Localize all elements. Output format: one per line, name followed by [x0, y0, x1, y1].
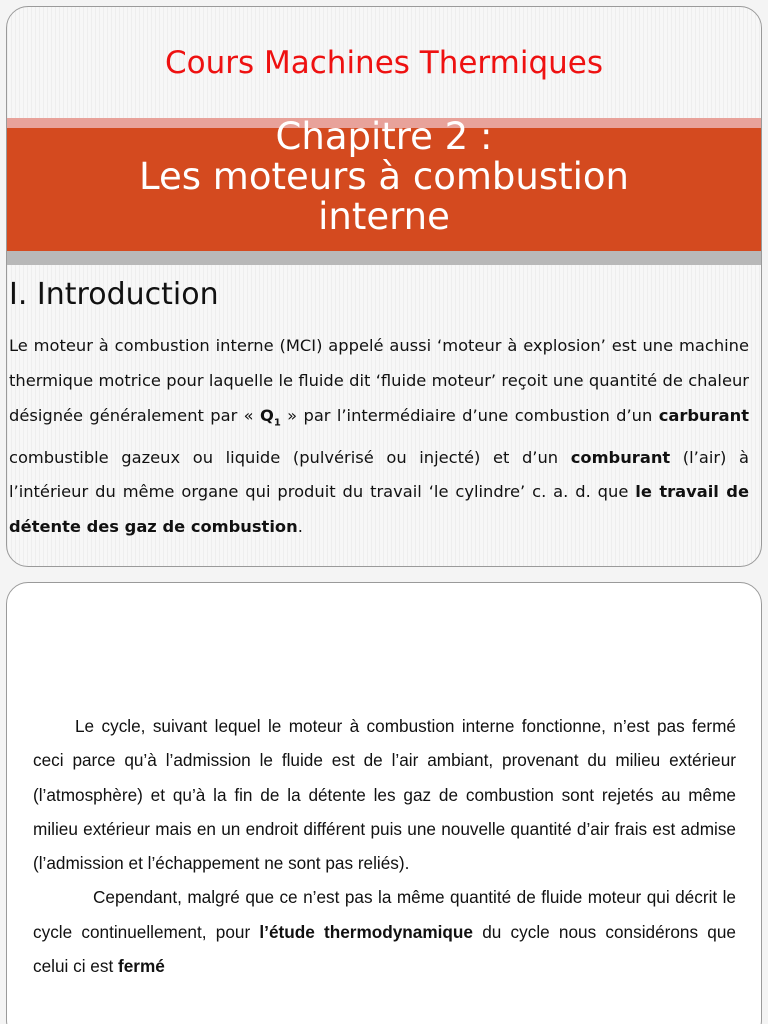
paragraph-text: du cycle nous considérons que celui ci est — [33, 921, 736, 977]
bold-term-comburant: comburant — [570, 447, 671, 467]
q-subscript: 1 — [273, 416, 281, 428]
heat-quantity-symbol — [259, 405, 281, 428]
course-title: Cours Machines Thermiques — [165, 45, 603, 81]
paragraph-text: (l’air) à l’intérieur du même organe qui produit du travail ‘le cylindre’ c. a. d. que — [9, 447, 749, 502]
bold-term-etude-thermodynamique: l’étude thermodynamique — [259, 921, 473, 942]
cycle-paragraph-1: Le cycle, suivant lequel le moteur à combustion interne fonctionne, n’est pas fermé ceci parce qu’à l’admission le fluide est de l’air ambiant, provenant du milieu extérieur (l’atmosphère) et qu’à la fin de la détente les gaz de combustion sont rejetés au même milieu extérieur mais en un endroit différent puis une nouvelle quantité d’air frais est admise (l’admission et l’échappement ne sont pas reliés). — [33, 716, 736, 874]
cycle-text-block — [33, 709, 736, 983]
paragraph-text: . — [297, 517, 303, 537]
paragraph-text: Cependant, malgré que ce n’est pas la même quantité de fluide moteur qui décrit le cycle continuellement, pour — [33, 887, 736, 942]
paragraph-text: combustible gazeux ou liquide (pulvérisé ou injecté) et d’un — [9, 447, 571, 467]
section-heading: I. Introduction — [9, 277, 219, 312]
paragraph-text: » par l’intermédiaire d’une combustion d’un — [280, 405, 659, 425]
paragraph-text: Le moteur à combustion interne (MCI) appelé aussi ‘moteur à explosion’ est une machine thermique motrice pour laquelle le fluide dit ‘fluide moteur’ reçoit une quantité de chaleur désignée généralement par « — [9, 336, 749, 425]
q-symbol: Q — [259, 405, 274, 425]
chapter-title-line-2: Les moteurs à combustion — [139, 155, 629, 198]
bold-term-carburant: carburant — [658, 405, 749, 425]
title-band-shadow — [7, 251, 761, 265]
chapter-title — [7, 117, 761, 237]
chapter-title-line-3: interne — [318, 195, 450, 238]
bold-term-travail-detente: le travail de détente des gaz de combustion — [9, 482, 749, 537]
cycle-paragraph-2 — [33, 880, 736, 983]
bold-term-ferme: fermé — [118, 956, 165, 977]
slide-2 — [6, 582, 762, 1024]
slide-1 — [6, 6, 762, 567]
intro-paragraph — [9, 329, 749, 545]
chapter-title-line-1: Chapitre 2 : — [275, 115, 493, 158]
